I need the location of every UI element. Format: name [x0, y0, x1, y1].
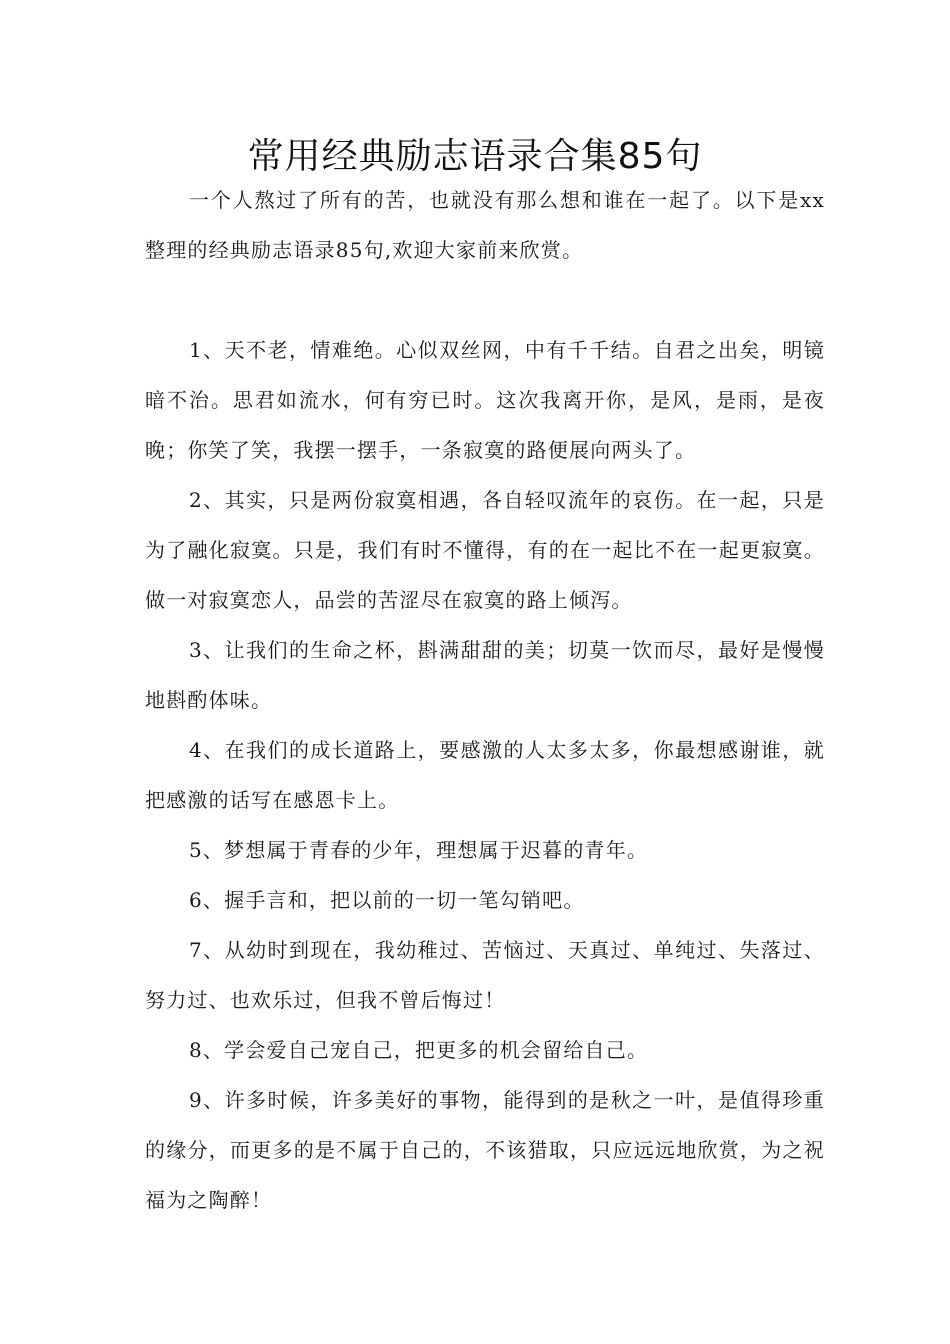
page-title: 常用经典励志语录合集85句 — [247, 136, 703, 177]
quote-item-3: 3、让我们的生命之杯，斟满甜甜的美；切莫一饮而尽，最好是慢慢地斟酌体味。 — [145, 638, 825, 712]
quote-item-2: 2、其实，只是两份寂寞相遇，各自轻叹流年的哀伤。在一起，只是为了融化寂寞。只是，我们有时不懂得，有的在一起比不在一起更寂寞。做一对寂寞恋人，品尝的苦涩尽在寂寞的路上倾泻。 — [145, 488, 825, 612]
quote-item-4: 4、在我们的成长道路上，要感激的人太多太多，你最想感谢谁，就把感激的话写在感恩卡上。 — [145, 738, 825, 812]
intro-paragraph: 一个人熬过了所有的苦，也就没有那么想和谁在一起了。以下是xx整理的经典励志语录85句,欢迎大家前来欣赏。 — [145, 188, 825, 262]
quote-item-7: 7、从幼时到现在，我幼稚过、苦恼过、天真过、单纯过、失落过、努力过、也欢乐过，但我不曾后悔过！ — [145, 938, 825, 1012]
quote-item-1: 1、天不老，情难绝。心似双丝网，中有千千结。自君之出矣，明镜暗不治。思君如流水，何有穷已时。这次我离开你，是风，是雨，是夜晚；你笑了笑，我摆一摆手，一条寂寞的路便展向两头了。 — [145, 338, 825, 462]
quote-item-8: 8、学会爱自己宠自己，把更多的机会留给自己。 — [189, 1038, 649, 1062]
quote-item-9: 9、许多时候，许多美好的事物，能得到的是秋之一叶，是值得珍重的缘分，而更多的是不属于自己的，不该猎取，只应远远地欣赏，为之祝福为之陶醉！ — [145, 1088, 825, 1212]
intro-section — [145, 175, 825, 275]
quote-item-5: 5、梦想属于青春的少年，理想属于迟暮的青年。 — [189, 838, 649, 862]
quote-list — [145, 325, 825, 1225]
quote-item-6: 6、握手言和，把以前的一切一笔勾销吧。 — [189, 888, 585, 912]
